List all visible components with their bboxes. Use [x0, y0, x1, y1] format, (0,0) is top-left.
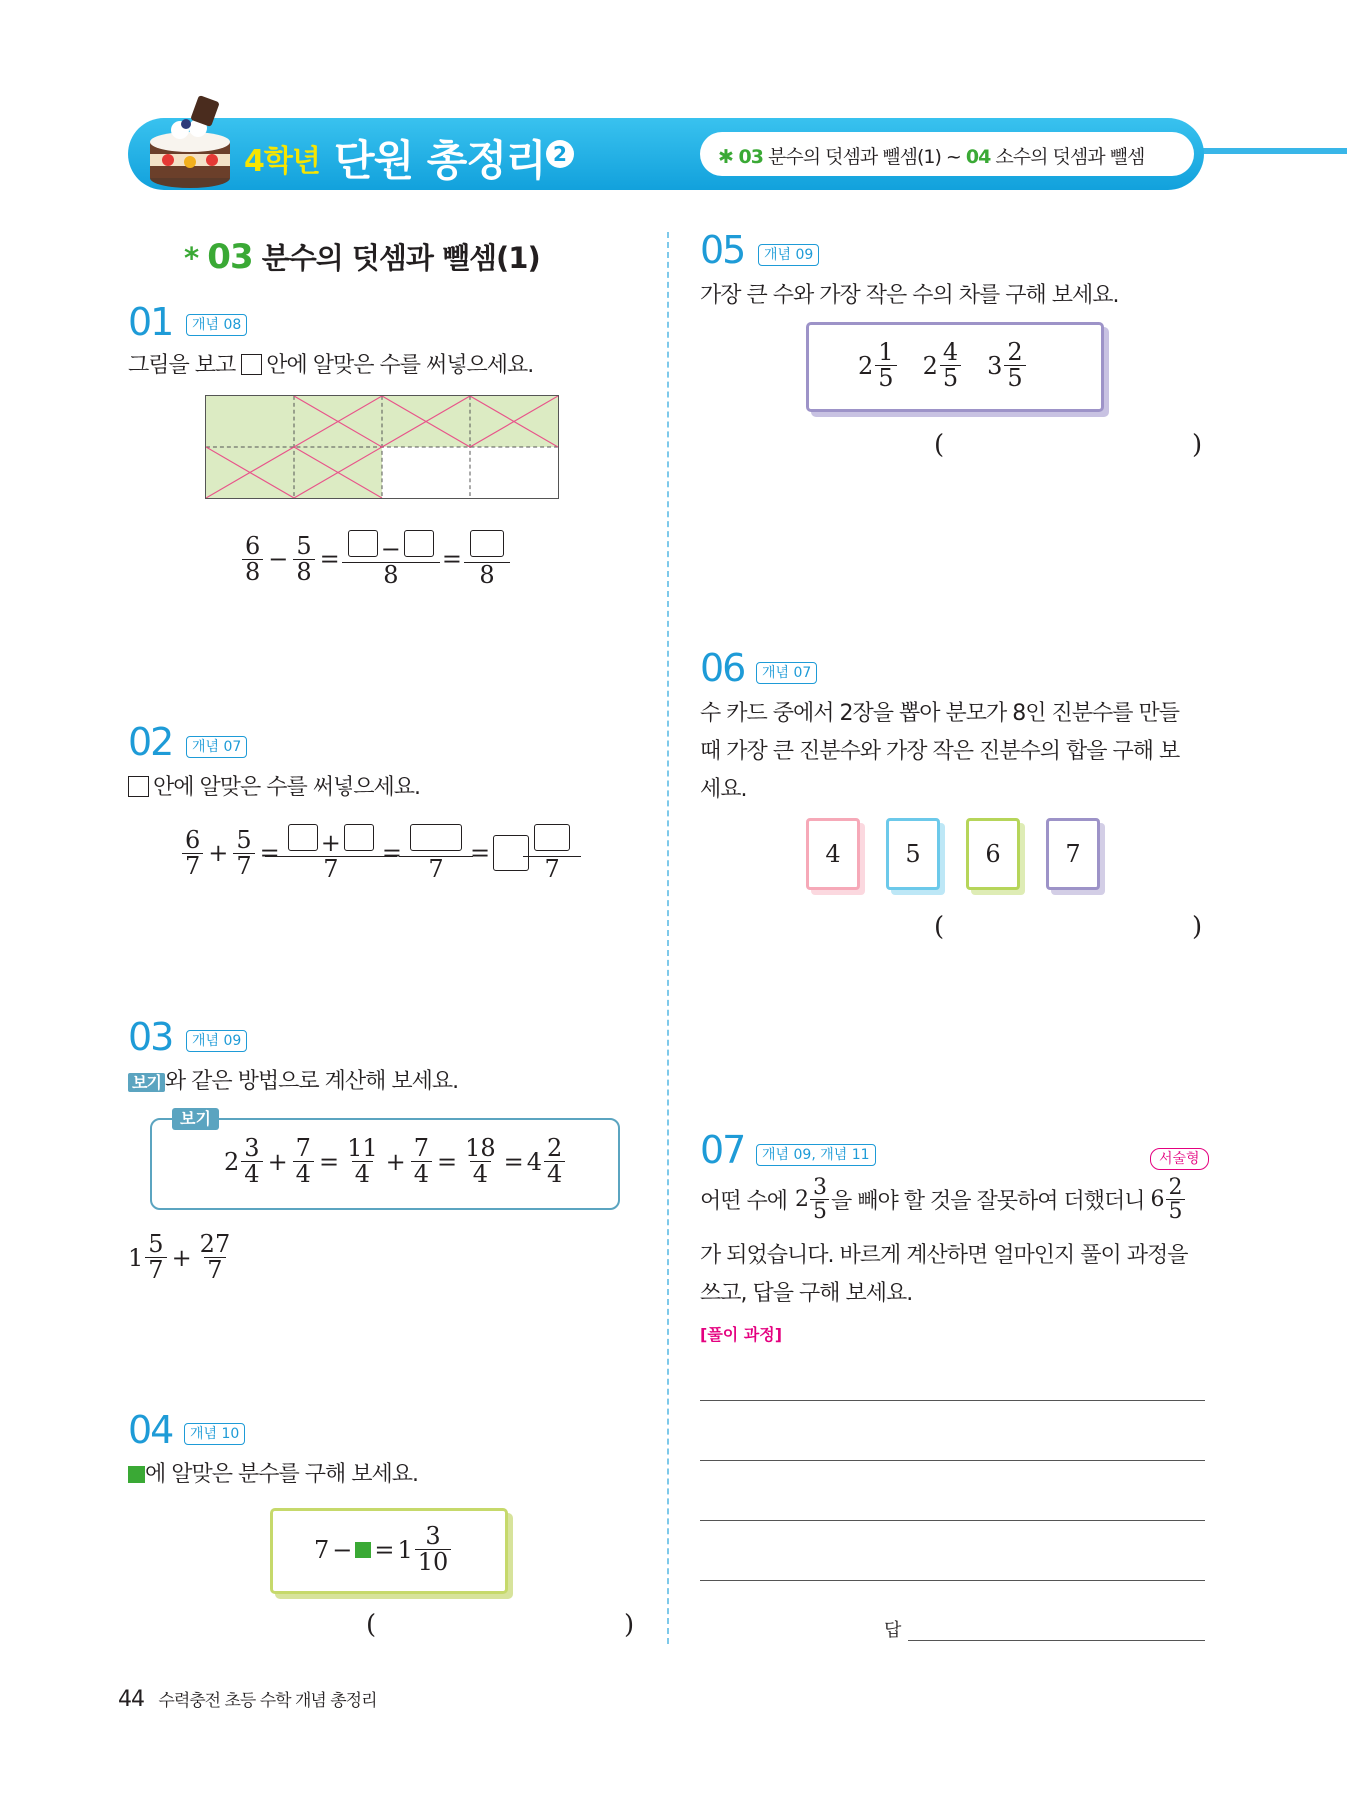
operator: = [319, 545, 340, 574]
section-title [184, 236, 540, 277]
q06-answer-field[interactable] [952, 910, 1192, 940]
fraction-with-blank: 7 [407, 824, 465, 882]
number-card: 5 [886, 818, 940, 890]
answer-box[interactable] [534, 824, 570, 851]
q01-expression [240, 530, 509, 588]
answer-box[interactable] [404, 530, 434, 557]
green-square-icon [128, 1466, 145, 1483]
fraction: $\frac{5}{7}$ [145, 1232, 166, 1283]
header-title: 단원 총정리 [334, 136, 546, 185]
q07-line1-a: 어떤 수에 [700, 1189, 788, 1215]
column-divider [667, 232, 669, 1644]
q02-expression [180, 824, 575, 882]
range-b-text: 소수의 덧셈과 뺄셈 [995, 146, 1145, 168]
fraction: $\frac{3}{5}$ [810, 1176, 829, 1223]
cake-icon [142, 92, 238, 192]
q03-prompt [128, 1064, 458, 1095]
q02-prompt [128, 770, 420, 801]
q07-tag: 개념 09, 개념 11 [756, 1144, 876, 1166]
q07-answer-label: 답 [884, 1620, 902, 1641]
number-card: 4 [806, 818, 860, 890]
number-card: 7 [1046, 818, 1100, 890]
q05-answer-field[interactable] [952, 428, 1192, 458]
mixed-number: 2 $\frac{1}{5}$ [858, 340, 899, 391]
fraction: $\frac{6}{7}$ [182, 828, 203, 879]
fraction: $\frac{7}{4}$ [411, 1136, 432, 1187]
q01-number: 01 [128, 300, 173, 344]
fraction: $\frac{2}{5}$ [1004, 340, 1025, 391]
q04-prompt-text: 에 알맞은 분수를 구해 보세요. [145, 1462, 418, 1487]
section-num: 03 [207, 237, 253, 277]
q05-tag: 개념 09 [758, 244, 819, 266]
fraction-with-blank: 8 [467, 530, 507, 588]
fraction: $\frac{4}{5}$ [940, 340, 961, 391]
q03-number: 03 [128, 1015, 173, 1059]
fraction-with-blank: 7 [531, 824, 573, 882]
answer-box[interactable] [344, 824, 374, 851]
q04-answer-open: ( [366, 1610, 377, 1640]
q05-answer-open: ( [934, 430, 945, 460]
fraction: $\frac{6}{8}$ [242, 534, 263, 585]
section-title-text: 분수의 덧셈과 뺄셈(1) [261, 241, 540, 275]
q06-number: 06 [700, 646, 745, 690]
q01-tag: 개념 08 [186, 314, 247, 336]
q07-number: 07 [700, 1128, 745, 1172]
header-number: 2 [546, 140, 574, 168]
q06-answer-open: ( [934, 912, 945, 942]
answer-box-icon [241, 354, 262, 375]
q01-prompt [128, 348, 533, 379]
answer-box[interactable] [288, 824, 318, 851]
q01-prompt-prefix: 그림을 보고 [128, 353, 236, 378]
q01-prompt-text: 안에 알맞은 수를 써넣으세요. [266, 353, 534, 378]
q03-example-badge: 보기 [128, 1073, 165, 1092]
q04-number: 04 [128, 1408, 173, 1452]
answer-box[interactable] [410, 824, 462, 851]
q05-number: 05 [700, 228, 745, 272]
q06-tag: 개념 07 [756, 662, 817, 684]
fraction: $\frac{1}{5}$ [875, 340, 896, 391]
q06-prompt-line1: 수 카드 중에서 2장을 뽑아 분모가 8인 진분수를 만들 [700, 701, 1179, 726]
range-a-num: 03 [738, 146, 763, 168]
q07-answer-line[interactable] [908, 1640, 1205, 1641]
fraction: $\frac{5}{8}$ [293, 534, 314, 585]
answer-box[interactable] [470, 530, 504, 557]
q07-prompt-line2: 가 되었습니다. 바르게 계산하면 얼마인지 풀이 과정을 [700, 1243, 1188, 1268]
fraction: $\frac{3}{4}$ [241, 1136, 262, 1187]
green-square-icon [355, 1542, 371, 1558]
q07-prompt-line3: 쓰고, 답을 구해 보세요. [700, 1281, 913, 1306]
operator: + [208, 839, 229, 868]
mixed-number: 2 $\frac{4}{5}$ [923, 340, 964, 391]
header-grade: 4학년 [244, 144, 320, 179]
q07-prompt-line1: 어떤 수에 2 $\frac{3}{5}$ 을 빼야 할 것을 잘못하여 더했더니 6 $\frac{2}{5}$ [700, 1176, 1187, 1223]
q07-line1-b: 을 빼야 할 것을 잘못하여 더했더니 [831, 1189, 1145, 1215]
q05-numbers [858, 340, 1028, 391]
q04-answer-field[interactable] [384, 1608, 624, 1638]
fraction: $\frac{27}{7}$ [199, 1230, 231, 1285]
operator: = [381, 839, 402, 868]
q03-prompt-text: 와 같은 방법으로 계산해 보세요. [164, 1069, 459, 1094]
writing-line[interactable] [700, 1520, 1205, 1521]
q03-example-expression: 2 $\frac{3}{4}$ + $\frac{7}{4}$ = $\frac{11}{4}$ + $\frac{7}{4}$ = $\frac{18}{4}$ = 4 $\frac{2}{4}$ [224, 1136, 567, 1187]
q07-descriptive-badge: 서술형 [1150, 1148, 1209, 1170]
operator: − [268, 545, 289, 574]
q02-prompt-text: 안에 알맞은 수를 써넣으세요. [153, 775, 420, 800]
q05-answer-close: ) [1192, 430, 1203, 460]
q03-example-label: 보기 [172, 1108, 219, 1130]
writing-line[interactable] [700, 1460, 1205, 1461]
q04-expression: 7 − = 1 $\frac{3}{10}$ [314, 1524, 453, 1575]
fraction-with-blanks: $\frac{+}{7}$ [285, 824, 377, 882]
answer-box-icon [128, 776, 149, 797]
q05-prompt: 가장 큰 수와 가장 작은 수의 차를 구해 보세요. [700, 283, 1119, 308]
book-title: 수력충전 초등 수학 개념 총정리 [158, 1691, 377, 1711]
q04-tag: 개념 10 [184, 1423, 245, 1445]
fraction: $\frac{18}{4}$ [465, 1134, 496, 1189]
answer-box[interactable] [348, 530, 378, 557]
operator: = [441, 545, 462, 574]
q06-prompt-line2: 때 가장 큰 진분수와 가장 작은 진분수의 합을 구해 보 [700, 739, 1180, 764]
operator: = [470, 839, 491, 868]
q04-prompt [128, 1457, 418, 1488]
range-sep: ~ [945, 146, 961, 168]
page-footer [118, 1686, 377, 1712]
q03-problem-expression: 1 $\frac{5}{7}$ + $\frac{27}{7}$ [128, 1232, 235, 1283]
writing-line[interactable] [700, 1580, 1205, 1581]
range-a-text: 분수의 덧셈과 뺄셈(1) [768, 146, 941, 168]
fraction: $\frac{3}{10}$ [415, 1524, 452, 1575]
page-number: 44 [118, 1687, 144, 1712]
q01-fraction-grid [205, 395, 559, 499]
fraction-with-blanks: $\frac{-}{8}$ [345, 530, 437, 588]
q07-process-label: [풀이 과정] [700, 1325, 783, 1344]
q03-tag: 개념 09 [186, 1030, 247, 1052]
writing-line[interactable] [700, 1400, 1205, 1401]
fraction: $\frac{2}{5}$ [1166, 1176, 1185, 1223]
range-b-num: 04 [965, 146, 991, 168]
fraction: $\frac{5}{7}$ [233, 828, 254, 879]
q06-prompt-line3: 세요. [700, 777, 747, 802]
fraction: $\frac{11}{4}$ [347, 1134, 378, 1189]
section-star: * [184, 241, 199, 275]
mixed-number: 3 $\frac{2}{5}$ [987, 340, 1028, 391]
header-range: ✱ 03 분수의 덧셈과 뺄셈(1) ~ 04 소수의 덧셈과 뺄셈 [718, 146, 1145, 168]
q02-tag: 개념 07 [186, 736, 247, 758]
q04-answer-close: ) [624, 1610, 635, 1640]
header-rule [1180, 148, 1347, 154]
q06-number-cards [806, 818, 1106, 902]
operator: = [259, 839, 280, 868]
q06-answer-close: ) [1192, 912, 1203, 942]
q02-number: 02 [128, 720, 173, 764]
fraction: $\frac{2}{4}$ [544, 1136, 565, 1187]
number-card: 6 [966, 818, 1020, 890]
fraction: $\frac{7}{4}$ [293, 1136, 314, 1187]
